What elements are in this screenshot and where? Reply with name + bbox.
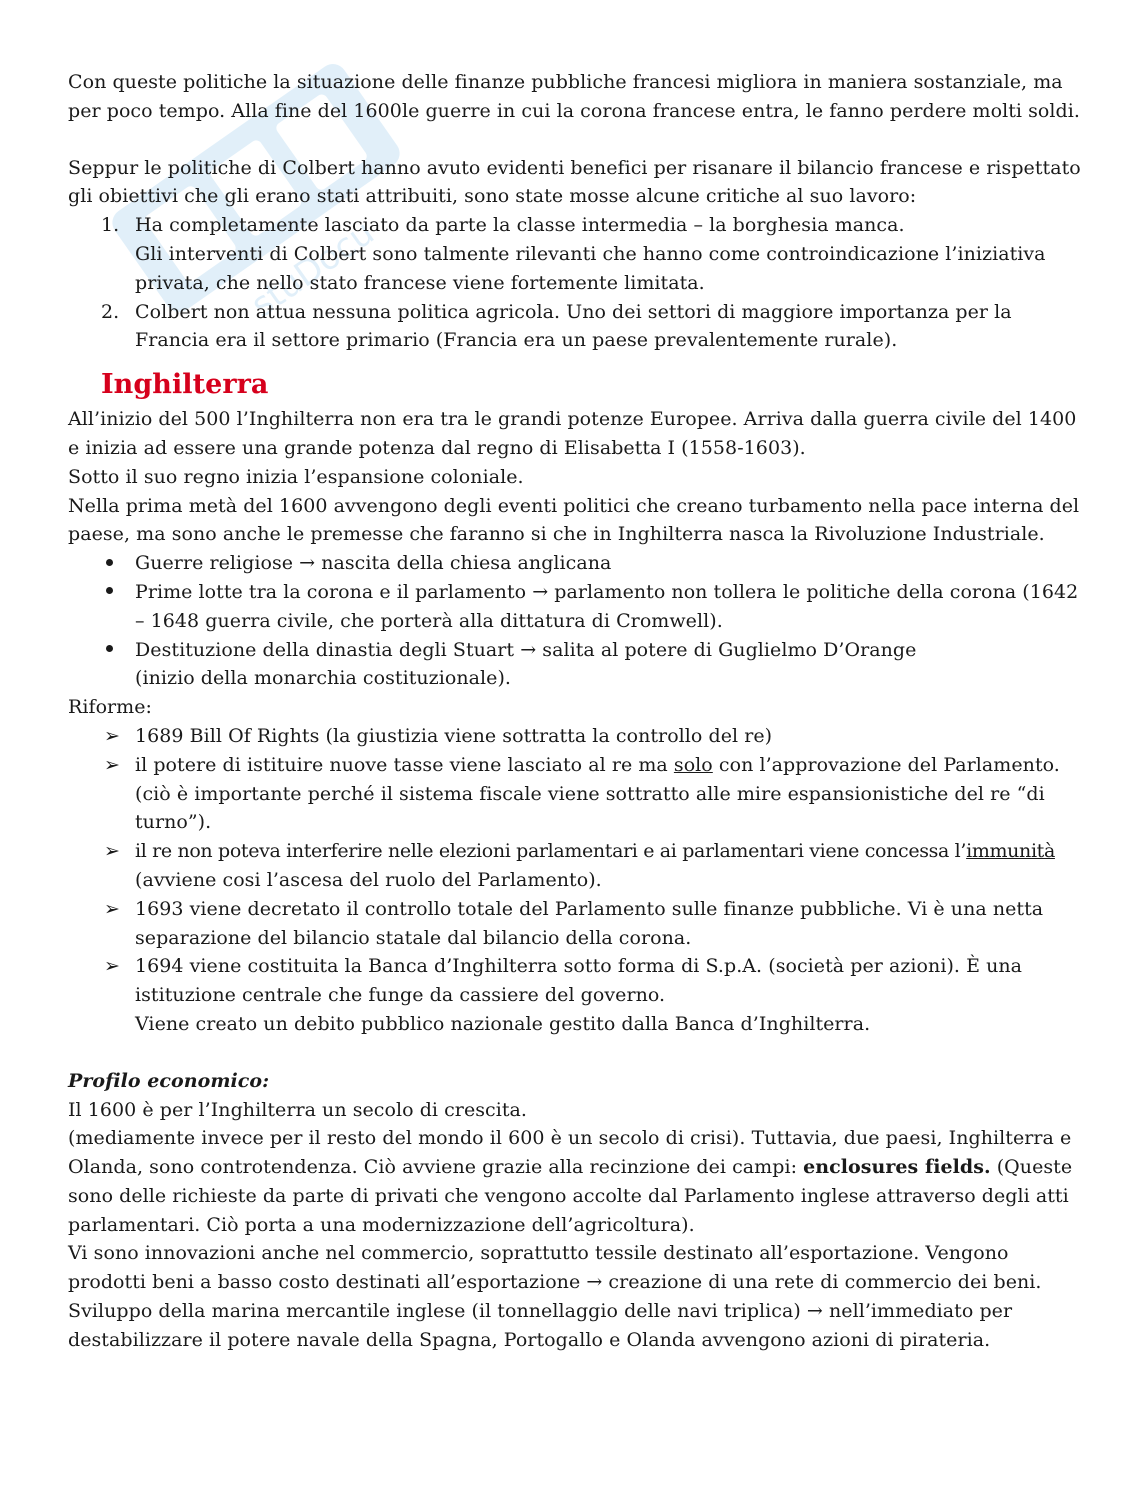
riforma-extra: (ciò è importante perché il sistema fiscale viene sottratto alle mire espansionistiche del re “di turno”). <box>135 782 1045 834</box>
riforma-text: il re non poteva interferire nelle elezioni parlamentari e ai parlamentari viene concessa l’immunità <box>135 840 1055 863</box>
bullet-extra: (inizio della monarchia costituzionale). <box>135 667 511 690</box>
profilo-line-2: (mediamente invece per il resto del mondo il 600 è un secolo di crisi). Tuttavia, due paesi, Inghilterra e Olanda, sono controtendenza. Ciò avviene grazie alla recinzione dei campi: enclosures fields. (Queste sono delle richieste da parte di privati che vengono accolte dal Parlamento inglese attraverso degli atti parlamentari. Ciò porta a una modernizzazione dell’agricoltura). <box>68 1127 1073 1236</box>
critique-item-1 <box>68 211 1088 297</box>
bold-term: enclosures fields. <box>803 1156 991 1179</box>
arrow-bullet-icon: ➢ <box>104 753 120 776</box>
arrow-bullet-icon: ➢ <box>104 724 120 747</box>
arrow-bullet-icon: ➢ <box>104 955 120 978</box>
list-number: 1. <box>101 214 120 237</box>
section-paragraph-1: All’inizio del 500 l’Inghilterra non era tra le grandi potenze Europee. Arriva dalla guerra civile del 1400 e inizia ad essere una grande potenza dal regno di Elisabetta I (1558-1603). <box>68 408 1077 459</box>
bullet-icon <box>106 636 113 665</box>
riforma-text: 1693 viene decretato il controllo totale del Parlamento sulle finanze pubbliche. Vi è una netta separazione del bilancio statale dal bilancio della corona. <box>135 897 1044 949</box>
bullet-text: Guerre religiose → nascita della chiesa anglicana <box>135 552 612 575</box>
document-body <box>68 68 1088 1355</box>
bullet-text: Destituzione della dinastia degli Stuart → salita al potere di Guglielmo D’Orange <box>135 638 917 661</box>
profilo-line-1: Il 1600 è per l’Inghilterra un secolo di crescita. <box>68 1098 528 1121</box>
riforme-label: Riforme: <box>68 696 152 719</box>
riforma-item-5 <box>68 952 1088 1038</box>
intro-paragraph-2: Seppur le politiche di Colbert hanno avuto evidenti benefici per risanare il bilancio francese e rispettato gli obiettivi che gli erano stati attribuiti, sono state mosse alcune critiche al suo lavoro: <box>68 156 1081 208</box>
section-heading: Inghilterra <box>101 369 269 401</box>
bullet-icon <box>106 578 113 607</box>
section-paragraph-3: Nella prima metà del 1600 avvengono degli eventi politici che creano turbamento nella pace interna del paese, ma sono anche le premesse che faranno si che in Inghilterra nasca la Rivoluzione Industriale. <box>68 494 1080 546</box>
bullet-item-1 <box>68 549 1088 578</box>
riforma-item-4 <box>68 895 1088 953</box>
riforma-extra: Viene creato un debito pubblico nazionale gestito dalla Banca d’Inghilterra. <box>135 1012 871 1035</box>
riforma-item-2 <box>68 751 1088 837</box>
riforma-item-3 <box>68 837 1088 895</box>
bullet-item-2 <box>68 578 1088 636</box>
critique-text: Ha completamente lasciato da parte la classe intermedia – la borghesia manca. <box>135 214 905 237</box>
riforma-text: 1689 Bill Of Rights (la giustizia viene sottratta la controllo del re) <box>135 724 773 747</box>
svg-text:stuDocu: stuDocu <box>244 212 382 326</box>
critique-extra: Gli interventi di Colbert sono talmente rilevanti che hanno come controindicazione l’iniziativa privata, che nello stato francese viene fortemente limitata. <box>135 242 1046 294</box>
riforma-item-1 <box>68 722 1088 751</box>
underlined-word: solo <box>673 753 713 776</box>
riforma-text: 1694 viene costituita la Banca d’Inghilterra sotto forma di S.p.A. (società per azioni). È una istituzione centrale che funge da cassiere del governo. <box>135 955 1023 1007</box>
intro-paragraph-1: Con queste politiche la situazione delle finanze pubbliche francesi migliora in maniera sostanziale, ma per poco tempo. Alla fine del 1600le guerre in cui la corona francese entra, le fanno perdere molti soldi. <box>68 71 1080 122</box>
list-number: 2. <box>101 300 120 323</box>
underlined-word: immunità <box>966 840 1055 863</box>
riforma-extra: (avviene cosi l’ascesa del ruolo del Parlamento). <box>135 868 602 891</box>
profilo-line-4: Sviluppo della marina mercantile inglese (il tonnellaggio delle navi triplica) → nell’immediato per destabilizzare il potere navale della Spagna, Portogallo e Olanda avvengono azioni di pirateria. <box>68 1300 1013 1351</box>
riforma-text: il potere di istituire nuove tasse viene lasciato al re ma solo con l’approvazione del Parlamento. <box>135 753 1060 776</box>
profilo-line-3: Vi sono innovazioni anche nel commercio, soprattutto tessile destinato all’esportazione. Vengono prodotti beni a basso costo destinati all’esportazione → creazione di una rete di commercio dei beni. <box>68 1242 1042 1294</box>
bullet-text: Prime lotte tra la corona e il parlamento → parlamento non tollera le politiche della corona (1642 – 1648 guerra civile, che porterà alla dittatura di Cromwell). <box>135 580 1079 632</box>
profilo-title: Profilo economico: <box>68 1069 270 1092</box>
arrow-bullet-icon: ➢ <box>104 897 120 920</box>
critique-item-2 <box>68 298 1088 356</box>
arrow-bullet-icon: ➢ <box>104 840 120 863</box>
bullet-item-3 <box>68 636 1088 694</box>
critique-text: Colbert non attua nessuna politica agricola. Uno dei settori di maggiore importanza per la Francia era il settore primario (Francia era un paese prevalentemente rurale). <box>135 300 1012 352</box>
section-paragraph-2: Sotto il suo regno inizia l’espansione coloniale. <box>68 465 524 488</box>
bullet-icon <box>106 549 113 578</box>
